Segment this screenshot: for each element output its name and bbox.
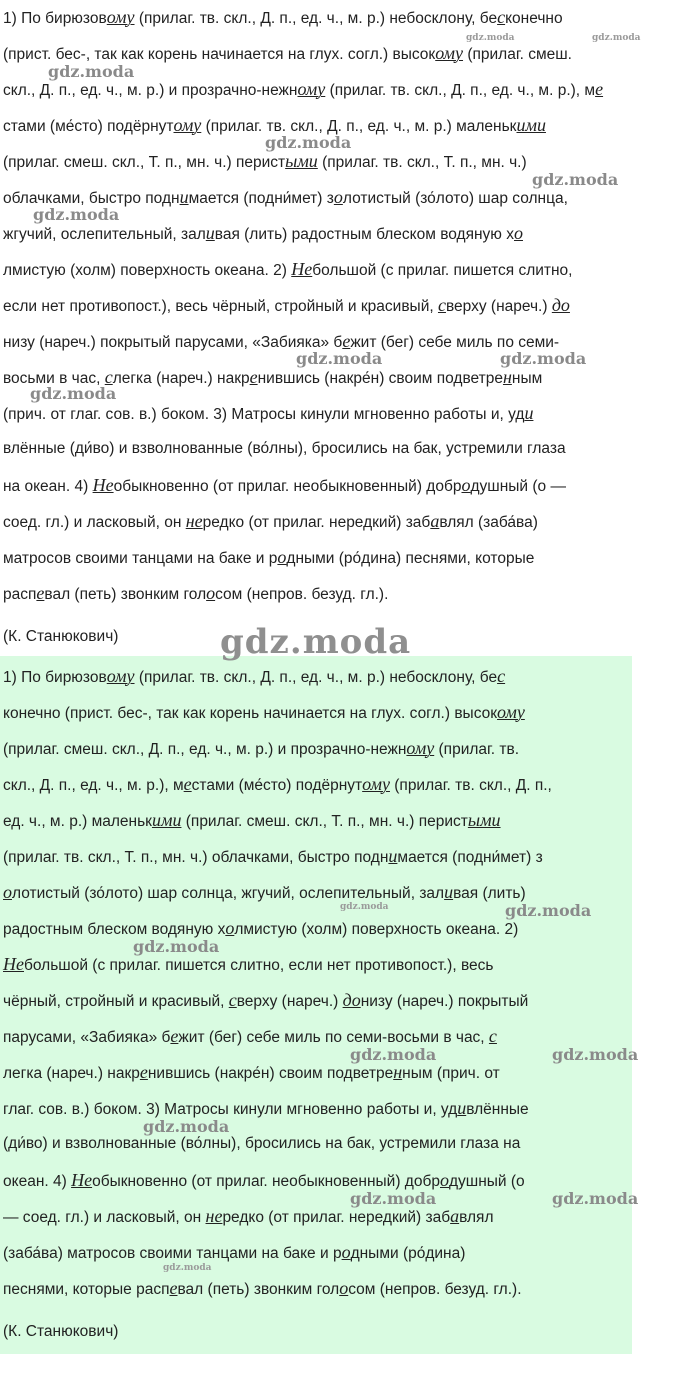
- text-segment: (прилаг. тв. скл., Т. п., мн. ч.): [317, 154, 527, 171]
- highlighted-letters: ыми: [285, 151, 318, 171]
- text-segment: большой (с прилаг. пишется слитно, если нет противопост.), весь: [24, 957, 494, 974]
- text-segment: (прич. от глаг. сов. в.) боком. 3) Матросы кинули мгновенно работы и, уд: [3, 406, 525, 423]
- text-segment: вая (лить) радостным блеском водяную х: [214, 226, 514, 243]
- text-line: [3, 666, 505, 686]
- highlighted-letters: е: [183, 774, 192, 794]
- highlighted-letters: и: [179, 187, 189, 207]
- text-segment: парусами, «Забияка» б: [3, 1029, 171, 1046]
- text-line: [3, 187, 568, 207]
- text-segment: (прилаг. тв. скл., Т. п., мн. ч.) облачками, быстро подн: [3, 849, 389, 866]
- text-line: [3, 918, 518, 938]
- highlighted-letters: Не: [71, 1170, 93, 1190]
- text-segment: душный (о —: [470, 478, 566, 495]
- text-segment: влял (заба́ва): [439, 514, 538, 531]
- watermark: gdz.moda: [350, 1189, 437, 1208]
- highlighted-letters: о: [225, 918, 235, 938]
- highlighted-letters: а: [450, 1206, 460, 1226]
- highlighted-letters: с: [437, 295, 446, 315]
- text-segment: лотистый (зо́лото) шар солнца,: [342, 190, 568, 207]
- text-segment: ед. ч., м. р.) маленьк: [3, 813, 152, 830]
- highlighted-letters: о: [3, 882, 12, 902]
- text-segment: жит (бег) себе миль по семи-восьми в час,: [178, 1029, 489, 1046]
- highlighted-letters: и: [524, 403, 534, 423]
- text-segment: обыкновенно (от прилаг. необыкновенный) добр: [92, 1173, 440, 1190]
- highlighted-letters: н: [502, 367, 512, 387]
- text-segment: матросов своими танцами на баке и р: [3, 550, 278, 567]
- watermark: gdz.moda: [500, 349, 587, 368]
- text-segment: легка (нареч.) накр: [3, 1065, 140, 1082]
- text-line: [3, 475, 566, 495]
- text-segment: сом (непров. безуд. гл.).: [348, 1281, 522, 1298]
- text-segment: мается (подни́мет) з: [188, 190, 334, 207]
- text-line: [3, 43, 572, 63]
- highlighted-letters: е: [342, 331, 351, 351]
- text-segment: песнями, которые расп: [3, 1281, 170, 1298]
- highlighted-letters: ому: [435, 43, 464, 63]
- text-segment: обыкновенно (от прилаг. необыкновенный) добр: [113, 478, 462, 495]
- highlighted-letters: о: [439, 1170, 449, 1190]
- watermark: gdz.moda: [466, 33, 515, 43]
- text-line: [3, 702, 525, 722]
- text-segment: расп: [3, 586, 37, 603]
- watermark: gdz.moda: [552, 1045, 639, 1064]
- text-line: [3, 115, 546, 135]
- highlighted-letters: о: [341, 1242, 351, 1262]
- text-segment: вая (лить): [453, 885, 526, 902]
- watermark: gdz.moda: [532, 170, 619, 189]
- text-segment: (прилаг. тв. скл., Д. п., ед. ч., м. р.), м: [325, 82, 596, 99]
- highlighted-letters: не: [205, 1206, 223, 1226]
- text-segment: (ди́во) и взволнованные (во́лны), бросились на бак, устремили глаза на: [3, 1135, 521, 1152]
- highlighted-letters: е: [595, 79, 604, 99]
- highlighted-letters: с: [488, 1026, 497, 1046]
- text-line: [3, 1322, 118, 1342]
- text-segment: — соед. гл.) и ласковый, он: [3, 1209, 206, 1226]
- text-segment: скл., Д. п., ед. ч., м. р.), м: [3, 777, 184, 794]
- text-segment: лмистую (холм) поверхность океана. 2): [3, 262, 292, 279]
- text-segment: глаг. сов. в.) боком. 3) Матросы кинули мгновенно работы и, уд: [3, 1101, 458, 1118]
- highlighted-letters: и: [457, 1098, 467, 1118]
- text-line: [3, 627, 118, 647]
- text-line: [3, 331, 559, 351]
- highlighted-letters: с: [497, 7, 506, 27]
- text-line: [3, 403, 533, 423]
- text-line: [3, 1026, 497, 1046]
- watermark: gdz.moda: [48, 62, 135, 81]
- text-segment: конечно (прист. бес-, так как корень начинается на глух. согл.) высок: [3, 705, 498, 722]
- text-segment: (прилаг. тв. скл., Д. п., ед. ч., м. р.) небосклону, бе: [134, 669, 498, 686]
- text-segment: верху (нареч.): [236, 993, 343, 1010]
- text-segment: облачками, быстро подн: [3, 190, 180, 207]
- highlighted-letters: ому: [297, 79, 326, 99]
- highlighted-letters: ими: [516, 115, 546, 135]
- text-segment: жгучий, ослепительный, зал: [3, 226, 206, 243]
- text-segment: влённые (ди́во) и взволнованные (во́лны), бросились на бак, устремили глаза: [3, 440, 566, 457]
- text-segment: лотистый (зо́лото) шар солнца, жгучий, ослепительный, зал: [12, 885, 445, 902]
- text-segment: вал (петь) звонким гол: [177, 1281, 340, 1298]
- text-segment: легка (нареч.) накр: [112, 370, 250, 387]
- highlighted-letters: о: [513, 223, 523, 243]
- text-line: [3, 547, 534, 567]
- text-segment: мается (подни́мет) з: [397, 849, 543, 866]
- watermark: gdz.moda: [552, 1189, 639, 1208]
- text-segment: (К. Станюкович): [3, 628, 119, 645]
- highlighted-letters: н: [393, 1062, 403, 1082]
- text-segment: сом (непров. безуд. гл.).: [215, 586, 389, 603]
- text-segment: дными (ро́дина): [350, 1245, 466, 1262]
- text-segment: 1) По бирюзов: [3, 669, 107, 686]
- text-segment: чёрный, стройный и красивый,: [3, 993, 229, 1010]
- text-segment: соед. гл.) и ласковый, он: [3, 514, 186, 531]
- watermark: gdz.moda: [340, 902, 389, 912]
- text-segment: (прилаг. тв.: [434, 741, 520, 758]
- text-segment: редко (от прилаг. нередкий) заб: [202, 514, 431, 531]
- text-line: [3, 1242, 465, 1262]
- watermark: gdz.moda: [133, 937, 220, 956]
- highlighted-letters: е: [36, 583, 45, 603]
- text-segment: (прилаг. смеш. скл., Т. п., мн. ч.) перист: [181, 813, 468, 830]
- text-line: [3, 79, 603, 99]
- text-segment: дными (ро́дина) песнями, которые: [286, 550, 535, 567]
- highlighted-letters: и: [388, 846, 398, 866]
- text-line: [3, 7, 563, 27]
- text-segment: океан. 4): [3, 1173, 72, 1190]
- text-segment: (заба́ва) матросов своими танцами на баке и р: [3, 1245, 342, 1262]
- text-segment: лмистую (холм) поверхность океана. 2): [234, 921, 519, 938]
- watermark: gdz.moda: [505, 901, 592, 920]
- text-line: [3, 223, 523, 243]
- highlighted-letters: с: [228, 990, 237, 1010]
- text-segment: (прилаг. тв. скл., Д. п., ед. ч., м. р.) маленьк: [201, 118, 517, 135]
- text-segment: нившись (накре́н) своим подветре: [257, 370, 503, 387]
- highlighted-letters: о: [333, 187, 343, 207]
- watermark: gdz.moda: [350, 1045, 437, 1064]
- highlighted-letters: Не: [92, 475, 114, 495]
- text-segment: (К. Станюкович): [3, 1323, 119, 1340]
- text-line: [3, 583, 388, 603]
- text-segment: 1) По бирюзов: [3, 10, 107, 27]
- text-line: [3, 151, 527, 171]
- highlighted-letters: и: [444, 882, 454, 902]
- text-segment: (прилаг. смеш.: [463, 46, 572, 63]
- highlighted-letters: о: [206, 583, 216, 603]
- text-line: [3, 1062, 500, 1082]
- highlighted-letters: до: [342, 990, 361, 1010]
- text-segment: большой (с прилаг. пишется слитно,: [312, 262, 573, 279]
- watermark: gdz.moda: [163, 1263, 212, 1273]
- watermark: gdz.moda: [30, 384, 117, 403]
- text-segment: скл., Д. п., ед. ч., м. р.) и прозрачно-нежн: [3, 82, 298, 99]
- text-segment: стами (ме́сто) подёрнут: [191, 777, 363, 794]
- highlighted-letters: ому: [106, 7, 135, 27]
- highlighted-letters: о: [461, 475, 471, 495]
- text-segment: радостным блеском водяную х: [3, 921, 226, 938]
- highlighted-letters: а: [430, 511, 440, 531]
- text-segment: низу (нареч.) покрытый парусами, «Забияка» б: [3, 334, 343, 351]
- highlighted-letters: с: [497, 666, 506, 686]
- text-segment: (прилаг. смеш. скл., Т. п., мн. ч.) перист: [3, 154, 286, 171]
- highlighted-letters: ими: [151, 810, 182, 830]
- text-segment: низу (нареч.) покрытый: [360, 993, 529, 1010]
- watermark: gdz.moda: [143, 1117, 230, 1136]
- highlighted-letters: е: [170, 1026, 179, 1046]
- highlighted-letters: е: [139, 1062, 148, 1082]
- text-line: [3, 439, 566, 459]
- text-segment: конечно: [505, 10, 563, 27]
- watermark: gdz.moda: [296, 349, 383, 368]
- text-segment: вал (петь) звонким гол: [44, 586, 207, 603]
- text-segment: верху (нареч.): [445, 298, 552, 315]
- text-line: [3, 1170, 525, 1190]
- text-segment: на океан. 4): [3, 478, 93, 495]
- text-segment: жит (бег) себе миль по семи-: [350, 334, 560, 351]
- highlighted-letters: ому: [362, 774, 390, 794]
- highlighted-letters: о: [277, 547, 287, 567]
- highlighted-letters: с: [104, 367, 113, 387]
- text-segment: стами (ме́сто) подёрнут: [3, 118, 174, 135]
- text-line: [3, 511, 538, 531]
- watermark: gdz.moda: [265, 133, 352, 152]
- highlighted-letters: Не: [3, 954, 24, 974]
- text-segment: редко (от прилаг. нередкий) заб: [222, 1209, 451, 1226]
- text-segment: нившись (накре́н) своим подветре: [147, 1065, 394, 1082]
- text-segment: (прилаг. тв. скл., Д. п., ед. ч., м. р.) небосклону, бе: [134, 10, 498, 27]
- watermark: gdz.moda: [33, 205, 120, 224]
- highlighted-letters: до: [551, 295, 570, 315]
- highlighted-letters: ому: [497, 702, 525, 722]
- text-line: [3, 1206, 494, 1226]
- text-line: [3, 882, 526, 902]
- highlighted-letters: ому: [406, 738, 435, 758]
- highlighted-letters: о: [339, 1278, 349, 1298]
- text-segment: ным: [511, 370, 543, 387]
- text-line: [3, 1134, 520, 1154]
- text-segment: ным (прич. от: [402, 1065, 500, 1082]
- text-segment: восьми в час,: [3, 370, 105, 387]
- text-segment: если нет противопост.), весь чёрный, стройный и красивый,: [3, 298, 438, 315]
- text-line: [3, 1098, 529, 1118]
- text-line: [3, 810, 501, 830]
- answer-text-block-2: [0, 656, 632, 1354]
- highlighted-letters: и: [205, 223, 215, 243]
- text-segment: влённые: [466, 1101, 529, 1118]
- text-segment: влял: [459, 1209, 494, 1226]
- highlighted-letters: е: [249, 367, 258, 387]
- text-segment: (прист. бес-, так как корень начинается на глух. согл.) высок: [3, 46, 436, 63]
- highlighted-letters: не: [185, 511, 203, 531]
- text-line: [3, 259, 572, 279]
- highlighted-letters: ыми: [467, 810, 501, 830]
- highlighted-letters: е: [169, 1278, 178, 1298]
- text-line: [3, 295, 570, 315]
- text-segment: (прилаг. смеш. скл., Д. п., ед. ч., м. р.) и прозрачно-нежн: [3, 741, 407, 758]
- text-line: [3, 774, 552, 794]
- highlighted-letters: Не: [291, 259, 313, 279]
- watermark: gdz.moda: [592, 33, 641, 43]
- text-segment: душный (о: [448, 1173, 525, 1190]
- text-line: [3, 1278, 522, 1298]
- text-segment: (прилаг. тв. скл., Д. п.,: [389, 777, 552, 794]
- watermark: gdz.moda: [220, 622, 412, 662]
- text-line: [3, 738, 519, 758]
- text-line: [3, 954, 493, 974]
- text-line: [3, 990, 528, 1010]
- text-line: [3, 846, 543, 866]
- highlighted-letters: ому: [173, 115, 202, 135]
- highlighted-letters: ому: [106, 666, 135, 686]
